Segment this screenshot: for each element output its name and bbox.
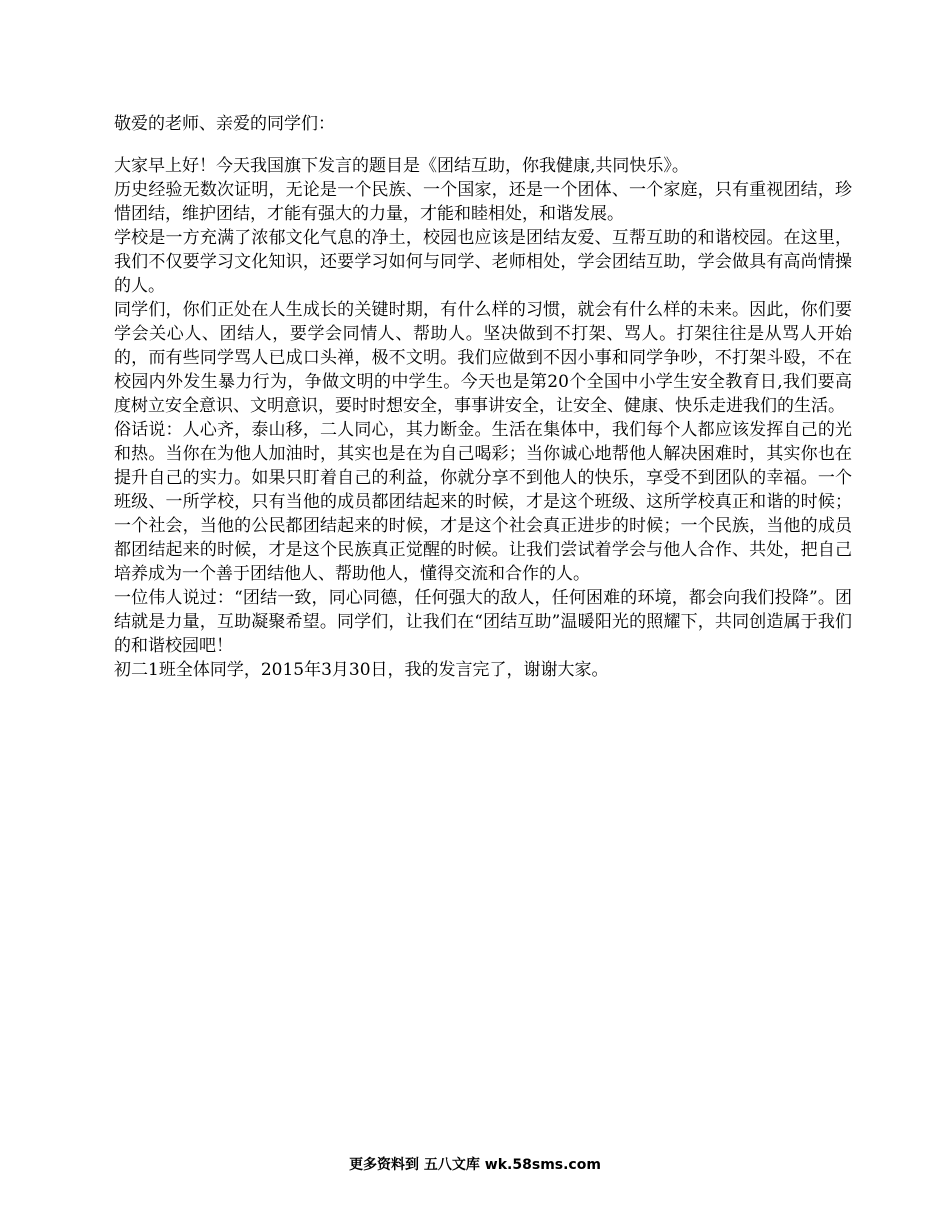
salutation: 敬爱的老师、亲爱的同学们： <box>114 114 335 134</box>
paragraph-quote: 一位伟人说过：“团结一致，同心同德，任何强大的敌人，任何困难的环境，都会向我们投降”。团结就是力量，互助凝聚希望。同学们，让我们在“团结互助”温暖阳光的照耀下，共同创造属于我们的和谐校园吧！ <box>114 588 852 656</box>
paragraph-proverb: 俗话说：人心齐，泰山移，二人同心，其力断金。生活在集体中，我们每个人都应该发挥自己的光和热。当你在为他人加油时，其实也是在为自己喝彩；当你诚心地帮他人解决困难时，其实你也在提升自己的实力。如果只盯着自己的利益，你就分享不到他人的快乐，享受不到团队的幸福。一个班级、一所学校，只有当他的成员都团结起来的时候，才是这个班级、这所学校真正和谐的时候；一个社会，当他的公民都团结起来的时候，才是这个社会真正进步的时候；一个民族，当他的成员都团结起来的时候，才是这个民族真正觉醒的时候。让我们尝试着学会与他人合作、共处，把自己培养成为一个善于团结他人、帮助他人，懂得交流和合作的人。 <box>114 420 852 584</box>
paragraph-closing: 初二1班全体同学，2015年3月30日，我的发言完了，谢谢大家。 <box>114 660 609 680</box>
speech-document <box>114 112 852 682</box>
paragraph-students: 同学们，你们正处在人生成长的关键时期，有什么样的习惯，就会有什么样的未来。因此，你们要学会关心人、团结人，要学会同情人、帮助人。坚决做到不打架、骂人。打架往往是从骂人开始的，而有些同学骂人已成口头禅，极不文明。我们应做到不因小事和同学争吵，不打架斗殴，不在校园内外发生暴力行为，争做文明的中学生。今天也是第20个全国中小学生安全教育日,我们要高度树立安全意识、文明意识，要时时想安全，事事讲安全，让安全、健康、快乐走进我们的生活。 <box>114 300 852 416</box>
paragraph-opening: 大家早上好！今天我国旗下发言的题目是《团结互助，你我健康,共同快乐》。 <box>114 156 689 176</box>
paragraph-history: 历史经验无数次证明，无论是一个民族、一个国家，还是一个团体、一个家庭，只有重视团结，珍惜团结，维护团结，才能有强大的力量，才能和睦相处，和谐发展。 <box>114 180 852 224</box>
footer-link[interactable]: 更多资料到 五八文库 wk.58sms.com <box>349 1157 601 1173</box>
paragraph-school: 学校是一方充满了浓郁文化气息的净土，校园也应该是团结友爱、互帮互助的和谐校园。在这里，我们不仅要学习文化知识，还要学习如何与同学、老师相处，学会团结互助，学会做具有高尚情操的人。 <box>114 228 852 296</box>
